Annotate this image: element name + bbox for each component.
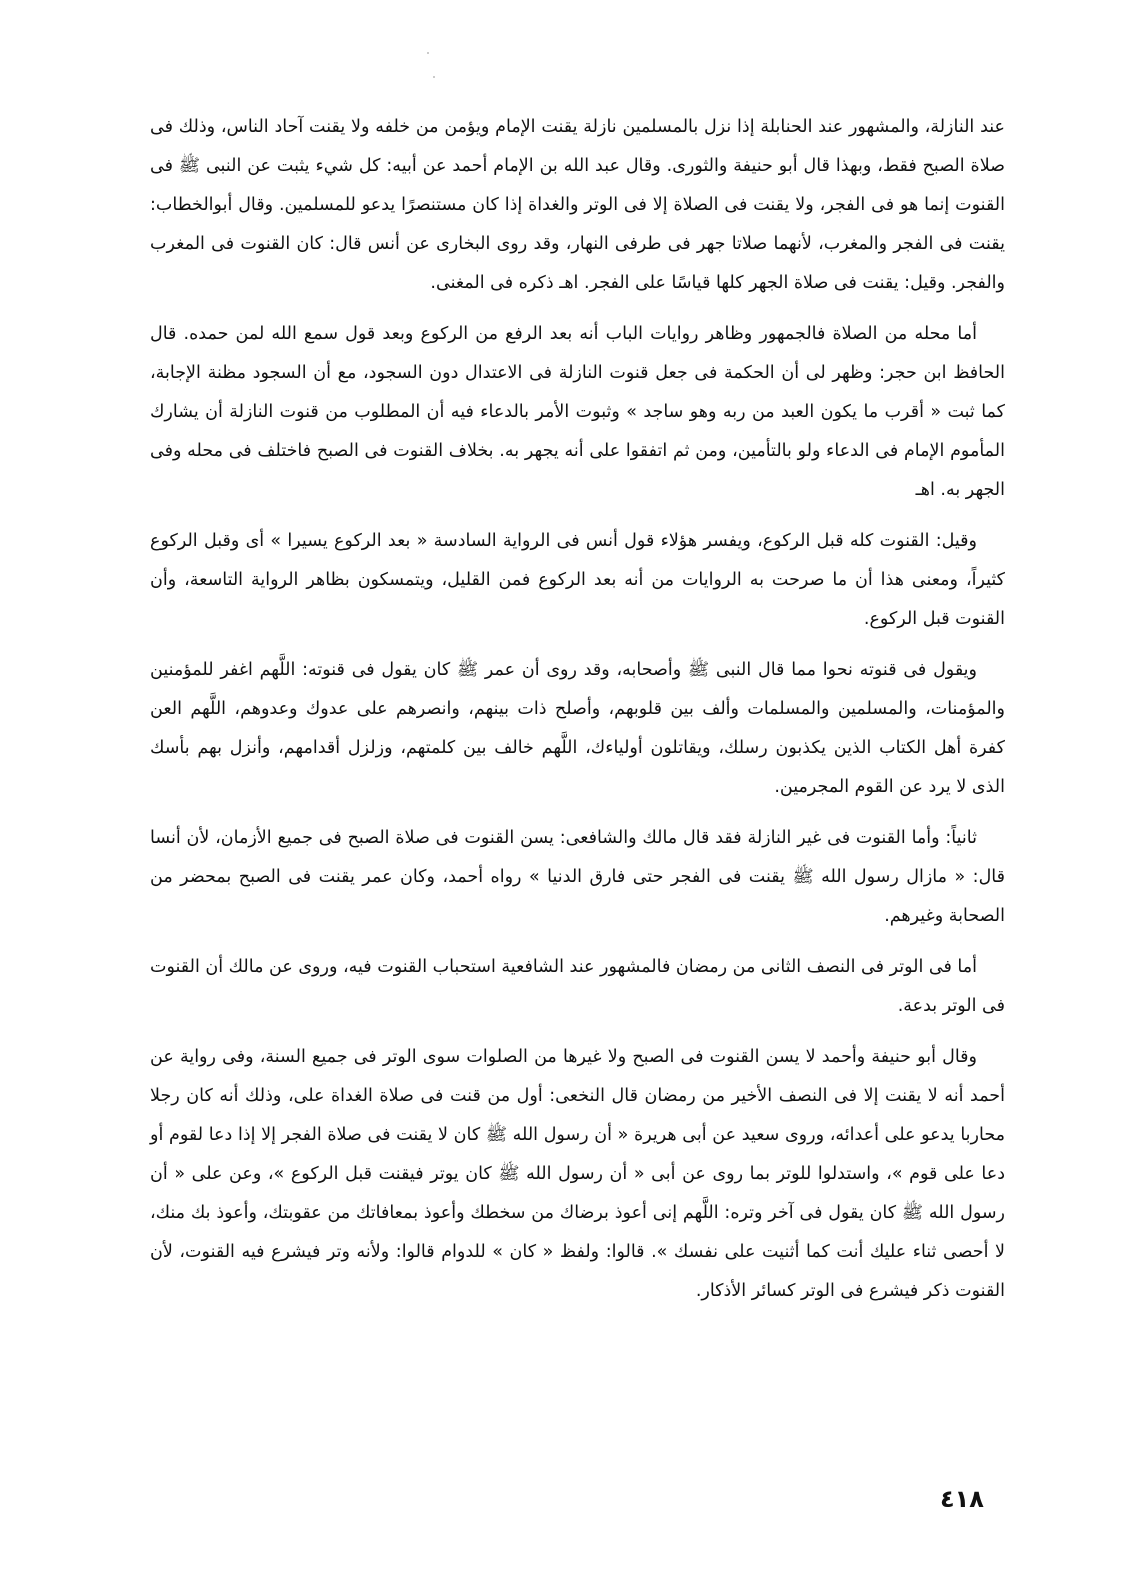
paragraph-3: وقيل: القنوت كله قبل الركوع، ويفسر هؤلاء قول أنس فى الرواية السادسة « بعد الركوع يسيرا » أى وقبل الركوع كثيراً، ومعنى هذا أن ما صرحت به الروايات من أنه بعد الركوع فمن القليل، ويتمسكون بظاهر الرواية التاسعة، وأن القنوت قبل الركوع. xyxy=(150,531,1005,629)
scan-speck xyxy=(433,76,435,78)
page-number: ٤١٨ xyxy=(940,1485,984,1513)
paragraph-1: عند النازلة، والمشهور عند الحنابلة إذا نزل بالمسلمين نازلة يقنت الإمام ويؤمن من خلفه ولا يقنت آحاد الناس، وذلك فى صلاة الصبح فقط، وبهذا قال أبو حنيفة والثورى. وقال عبد الله بن الإمام أحمد عن أبيه: كل شيء يثبت عن النبى ﷺ فى القنوت إنما هو فى الفجر، ولا يقنت فى الصلاة إلا فى الوتر والغداة إذا كان مستنصرًا يدعو للمسلمين. وقال أبوالخطاب: يقنت فى الفجر والمغرب، لأنهما صلاتا جهر فى طرفى النهار، وقد روى البخارى عن أنس قال: كان القنوت فى المغرب والفجر. وقيل: يقنت فى صلاة الجهر كلها قياسًا على الفجر. اهـ ذكره فى المغنى. xyxy=(150,117,1005,293)
body-text xyxy=(150,108,1005,1323)
paragraph-6: أما فى الوتر فى النصف الثانى من رمضان فالمشهور عند الشافعية استحباب القنوت فيه، وروى عن مالك أن القنوت فى الوتر بدعة. xyxy=(150,957,1005,1016)
scan-speck xyxy=(427,52,429,54)
paragraph-4: ويقول فى قنوته نحوا مما قال النبى ﷺ وأصحابه، وقد روى أن عمر ﷺ كان يقول فى قنوته: اللَّهم اغفر للمؤمنين والمؤمنات، والمسلمين والمسلمات وألف بين قلوبهم، وأصلح ذات بينهم، وانصرهم على عدوك وعدوهم، اللَّهم العن كفرة أهل الكتاب الذين يكذبون رسلك، ويقاتلون أولياءك، اللَّهم خالف بين كلمتهم، وزلزل أقدامهم، وأنزل بهم بأسك الذى لا يرد عن القوم المجرمين. xyxy=(150,660,1005,797)
paragraph-2: أما محله من الصلاة فالجمهور وظاهر روايات الباب أنه بعد الرفع من الركوع وبعد قول سمع الله لمن حمده. قال الحافظ ابن حجر: وظهر لى أن الحكمة فى جعل قنوت النازلة فى الاعتدال دون السجود، مع أن السجود مظنة الإجابة، كما ثبت « أقرب ما يكون العبد من ربه وهو ساجد » وثبوت الأمر بالدعاء فيه أن المطلوب من قنوت النازلة أن يشارك المأموم الإمام فى الدعاء ولو بالتأمين، ومن ثم اتفقوا على أنه يجهر به. بخلاف القنوت فى الصبح فاختلف فى محله وفى الجهر به. اهـ xyxy=(150,324,1005,500)
paragraph-7: وقال أبو حنيفة وأحمد لا يسن القنوت فى الصبح ولا غيرها من الصلوات سوى الوتر فى جميع السنة، وفى رواية عن أحمد أنه لا يقنت إلا فى النصف الأخير من رمضان قال النخعى: أول من قنت فى صلاة الغداة على، وذلك أنه كان رجلا محاربا يدعو على أعدائه، وروى سعيد عن أبى هريرة « أن رسول الله ﷺ كان لا يقنت فى صلاة الفجر إلا إذا دعا لقوم أو دعا على قوم »، واستدلوا للوتر بما روى عن أبى « أن رسول الله ﷺ كان يوتر فيقنت قبل الركوع »، وعن على « أن رسول الله ﷺ كان يقول فى آخر وتره: اللَّهم إنى أعوذ برضاك من سخطك وأعوذ بمعافاتك من عقوبتك، وأعوذ بك منك، لا أحصى ثناء عليك أنت كما أثنيت على نفسك ». قالوا: ولفظ « كان » للدوام قالوا: ولأنه وتر فيشرع فيه القنوت، لأن القنوت ذكر فيشرع فى الوتر كسائر الأذكار. xyxy=(150,1047,1005,1301)
paragraph-5: ثانياً: وأما القنوت فى غير النازلة فقد قال مالك والشافعى: يسن القنوت فى صلاة الصبح فى جميع الأزمان، لأن أنسا قال: « مازال رسول الله ﷺ يقنت فى الفجر حتى فارق الدنيا » رواه أحمد، وكان عمر يقنت فى الصبح بمحضر من الصحابة وغيرهم. xyxy=(150,828,1005,926)
